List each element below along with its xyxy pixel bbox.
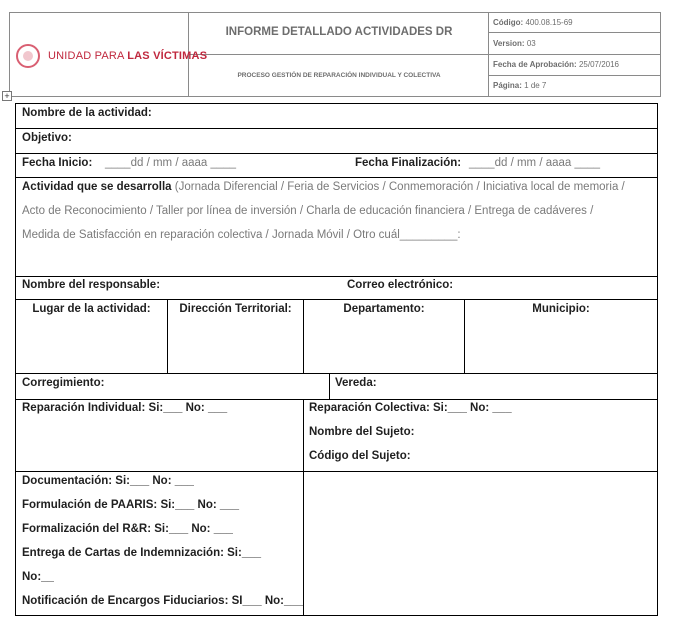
vereda-field[interactable]: Vereda:: [335, 377, 377, 389]
start-date-label: Fecha Inicio:: [22, 157, 93, 169]
table-move-handle-icon[interactable]: +: [2, 91, 12, 101]
document-title: INFORME DETALLADO ACTIVIDADES DR: [225, 26, 453, 38]
territorial-field[interactable]: Dirección Territorial:: [179, 303, 292, 315]
subject-code-field[interactable]: Código del Sujeto:: [309, 450, 411, 462]
individual-repair-field[interactable]: Reparación Individual: Si:___ No: ___: [22, 402, 228, 414]
documentation-field[interactable]: Documentación: Si:___ No: ___: [22, 475, 194, 487]
process-subtitle: PROCESO GESTIÓN DE REPARACIÓN INDIVIDUAL Y COLECTIVA: [237, 72, 441, 79]
responsible-name-field[interactable]: Nombre del responsable:: [22, 279, 161, 291]
objective-field[interactable]: Objetivo:: [22, 132, 72, 144]
collective-repair-field[interactable]: Reparación Colectiva: Si:___ No: ___: [309, 402, 512, 414]
approval-date: Fecha de Aprobación: 25/07/2016: [493, 60, 619, 69]
rr-formalization-field[interactable]: Formalización del R&R: Si:___ No: ___: [22, 523, 233, 535]
logo-text: UNIDAD PARA LAS VÍCTIMAS: [48, 50, 208, 62]
subject-name-field[interactable]: Nombre del Sujeto:: [309, 426, 415, 438]
document-code: Código: 400.08.15-69: [493, 18, 573, 27]
trust-notification-field[interactable]: Notificación de Encargos Fiduciarios: SI___ No:___: [22, 595, 304, 607]
municipality-field[interactable]: Municipio:: [532, 303, 590, 315]
activity-type-line1[interactable]: Actividad que se desarrolla (Jornada Diferencial / Feria de Servicios / Conmemoración / Iniciativa local de memoria /: [22, 181, 625, 193]
email-field[interactable]: Correo electrónico:: [347, 279, 454, 291]
paaris-field[interactable]: Formulación de PAARIS: Si:___ No: ___: [22, 499, 240, 511]
corregimiento-field[interactable]: Corregimiento:: [22, 377, 105, 389]
place-field[interactable]: Lugar de la actividad:: [32, 303, 151, 315]
end-date-input[interactable]: ____dd / mm / aaaa ____: [469, 157, 601, 169]
document-version: Version: 03: [493, 39, 536, 48]
organization-logo: [16, 42, 208, 72]
start-date-input[interactable]: ____dd / mm / aaaa ____: [105, 157, 237, 169]
seal-icon: [16, 44, 40, 68]
department-field[interactable]: Departamento:: [343, 303, 425, 315]
compensation-letters-no-field[interactable]: No:__: [22, 571, 54, 583]
activity-name-field[interactable]: Nombre de la actividad:: [22, 107, 152, 119]
page-number: Página: 1 de 7: [493, 81, 547, 90]
activity-form-table: [15, 103, 658, 616]
compensation-letters-field[interactable]: Entrega de Cartas de Indemnización: Si:___: [22, 547, 262, 559]
end-date-label: Fecha Finalización:: [355, 157, 462, 169]
activity-type-line3[interactable]: Medida de Satisfacción en reparación colectiva / Jornada Móvil / Otro cuál_________:: [22, 229, 461, 241]
activity-type-line2[interactable]: Acto de Reconocimiento / Taller por línea de inversión / Charla de educación financiera / Entrega de cadáveres /: [22, 205, 594, 217]
